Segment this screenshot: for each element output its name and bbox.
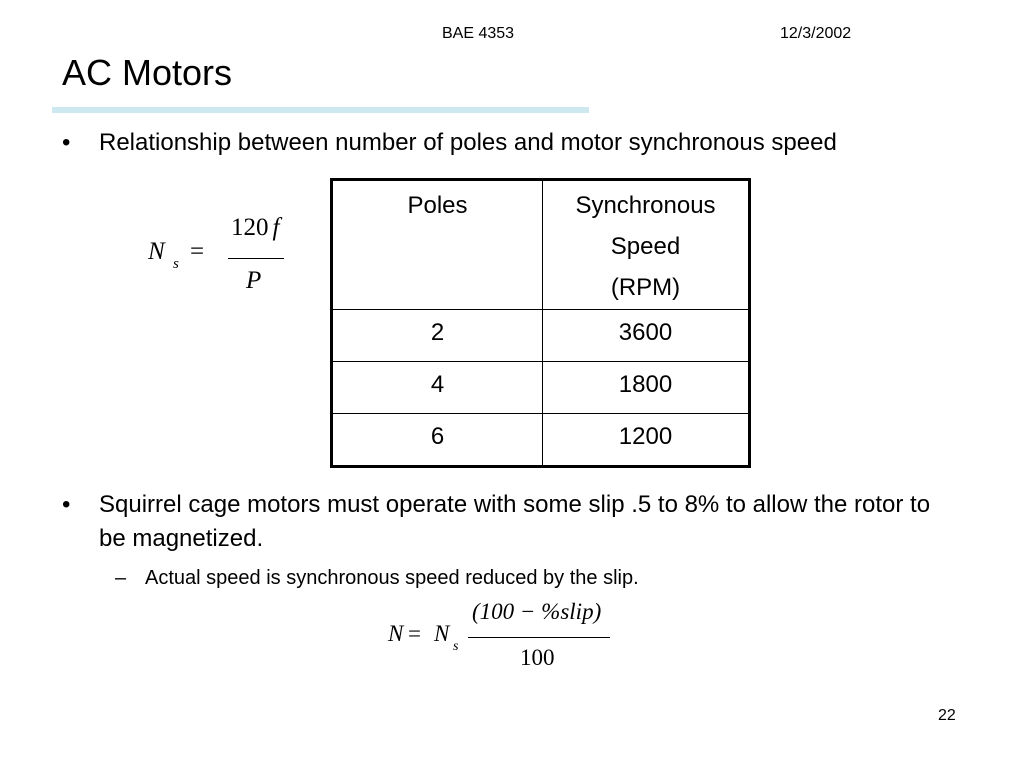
eq1-num-value: 120 xyxy=(231,214,269,241)
eq1-equals: = xyxy=(190,238,205,265)
eq2-fraction-bar xyxy=(468,637,610,638)
table-cell-speed: 1200 xyxy=(543,414,750,467)
table-row xyxy=(332,362,750,414)
bullet-marker: • xyxy=(62,129,71,156)
eq1-num-var: f xyxy=(272,214,280,241)
eq1-lhs-sub: s xyxy=(173,256,179,272)
table-header-row xyxy=(332,180,750,310)
header-date: 12/3/2002 xyxy=(780,25,852,42)
table-cell-speed: 3600 xyxy=(543,310,750,362)
table-cell-speed: 1800 xyxy=(543,362,750,414)
header-line: Synchronous xyxy=(575,192,716,219)
header-course: BAE 4353 xyxy=(442,25,515,42)
sync-speed-equation xyxy=(148,214,298,308)
bullet-text: Relationship between number of poles and motor synchronous speed xyxy=(99,129,837,156)
eq2-equals: = xyxy=(408,621,421,646)
title-rule xyxy=(52,107,589,113)
eq2-rhs-sub: s xyxy=(453,639,459,654)
table-cell-poles: 4 xyxy=(332,362,543,414)
table-header-sync-speed xyxy=(543,180,750,310)
bullet-text: Squirrel cage motors must operate with some slip .5 to 8% to allow the rotor to be magnetized. xyxy=(99,491,931,552)
eq2-denominator: 100 xyxy=(520,645,555,670)
poles-speed-table xyxy=(330,178,751,468)
sub-bullet-marker: – xyxy=(115,567,127,589)
header-line: Poles xyxy=(407,192,468,219)
page-number: 22 xyxy=(938,707,956,724)
eq1-denominator: P xyxy=(246,267,262,294)
eq2-lhs: N xyxy=(388,621,404,646)
bullet-marker: • xyxy=(62,491,71,518)
eq2-rhs: N xyxy=(434,621,450,646)
header-line: Speed xyxy=(610,233,681,260)
table-cell-poles: 2 xyxy=(332,310,543,362)
eq1-numerator xyxy=(231,214,279,242)
table-header-poles xyxy=(332,180,543,310)
sub-bullet-text: Actual speed is synchronous speed reduced by the slip. xyxy=(145,567,639,589)
header-line: (RPM) xyxy=(610,274,681,301)
slide-title: AC Motors xyxy=(62,52,233,93)
table-row xyxy=(332,310,750,362)
eq1-lhs: N xyxy=(148,238,165,265)
eq2-numerator: (100 − %slip) xyxy=(472,599,602,624)
actual-speed-equation xyxy=(388,597,628,677)
table-cell-poles: 6 xyxy=(332,414,543,467)
eq1-fraction-bar xyxy=(228,258,284,259)
table-row xyxy=(332,414,750,467)
